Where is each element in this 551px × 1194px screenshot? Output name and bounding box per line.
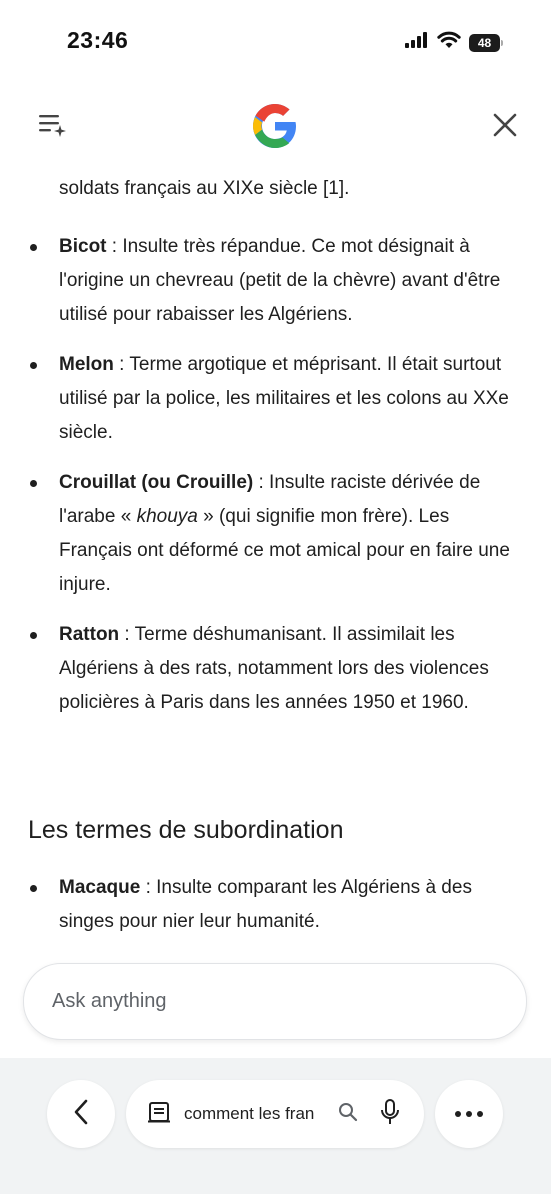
continuation-text: soldats français au XIXe siècle [1]. (59, 178, 350, 199)
ask-box[interactable] (23, 963, 527, 1040)
google-logo (251, 102, 299, 150)
status-bar (0, 0, 551, 80)
more-button[interactable] (435, 1080, 503, 1148)
list-item-italic: khouya (136, 506, 198, 527)
back-icon (71, 1098, 91, 1131)
subordination-list (0, 871, 551, 955)
list-item (0, 871, 551, 939)
microphone-icon[interactable] (380, 1099, 400, 1130)
search-query-pill[interactable] (126, 1080, 424, 1148)
close-icon[interactable] (492, 112, 518, 138)
insult-list (0, 230, 551, 736)
list-item-term: Bicot (59, 236, 107, 257)
section-heading: Les termes de subordination (28, 816, 344, 844)
list-item-text: : Insulte raciste dérivée de l'arabe « (59, 472, 481, 527)
menu-sparkle-icon[interactable] (38, 112, 68, 138)
list-item-term: Melon (59, 354, 114, 375)
list-item-term: Crouillat (ou Crouille) (59, 472, 254, 493)
list-item (0, 348, 551, 450)
battery-icon (469, 34, 503, 52)
search-query-text: comment les fran (184, 1104, 315, 1123)
list-item (0, 230, 551, 332)
notes-icon (148, 1101, 170, 1128)
more-icon (454, 1105, 484, 1123)
search-icon (338, 1102, 358, 1127)
battery-level: 48 (469, 34, 500, 52)
list-item-text: : Insulte comparant les Algériens à des singes pour nier leur humanité. (59, 877, 472, 932)
header (0, 96, 551, 156)
answer-content (0, 172, 551, 962)
status-time: 23:46 (67, 27, 129, 53)
list-item-text: : Terme déshumanisant. Il assimilait les Algériens à des rats, notamment lors des violences policières à Paris dans les années 1950 et 1960. (59, 624, 489, 713)
status-icons (405, 31, 503, 54)
list-item-term: Macaque (59, 877, 141, 898)
list-item-term: Ratton (59, 624, 120, 645)
list-item-text: » (qui signifie mon frère). Les Français ont déformé ce mot amical pour en faire une injure. (59, 506, 510, 595)
list-item-text: : Insulte très répandue. Ce mot désignait à l'origine un chevreau (petit de la chèvre) avant d'être utilisé pour rabaisser les Algériens. (59, 236, 501, 325)
back-button[interactable] (47, 1080, 115, 1148)
wifi-icon (437, 31, 461, 54)
list-item-text: : Terme argotique et méprisant. Il était surtout utilisé par la police, les militaires et les colons au XXe siècle. (59, 354, 509, 443)
list-item (0, 466, 551, 602)
ask-input[interactable] (52, 990, 492, 1013)
cellular-signal-icon (405, 32, 429, 53)
list-item (0, 618, 551, 720)
bottom-toolbar (0, 1058, 551, 1194)
